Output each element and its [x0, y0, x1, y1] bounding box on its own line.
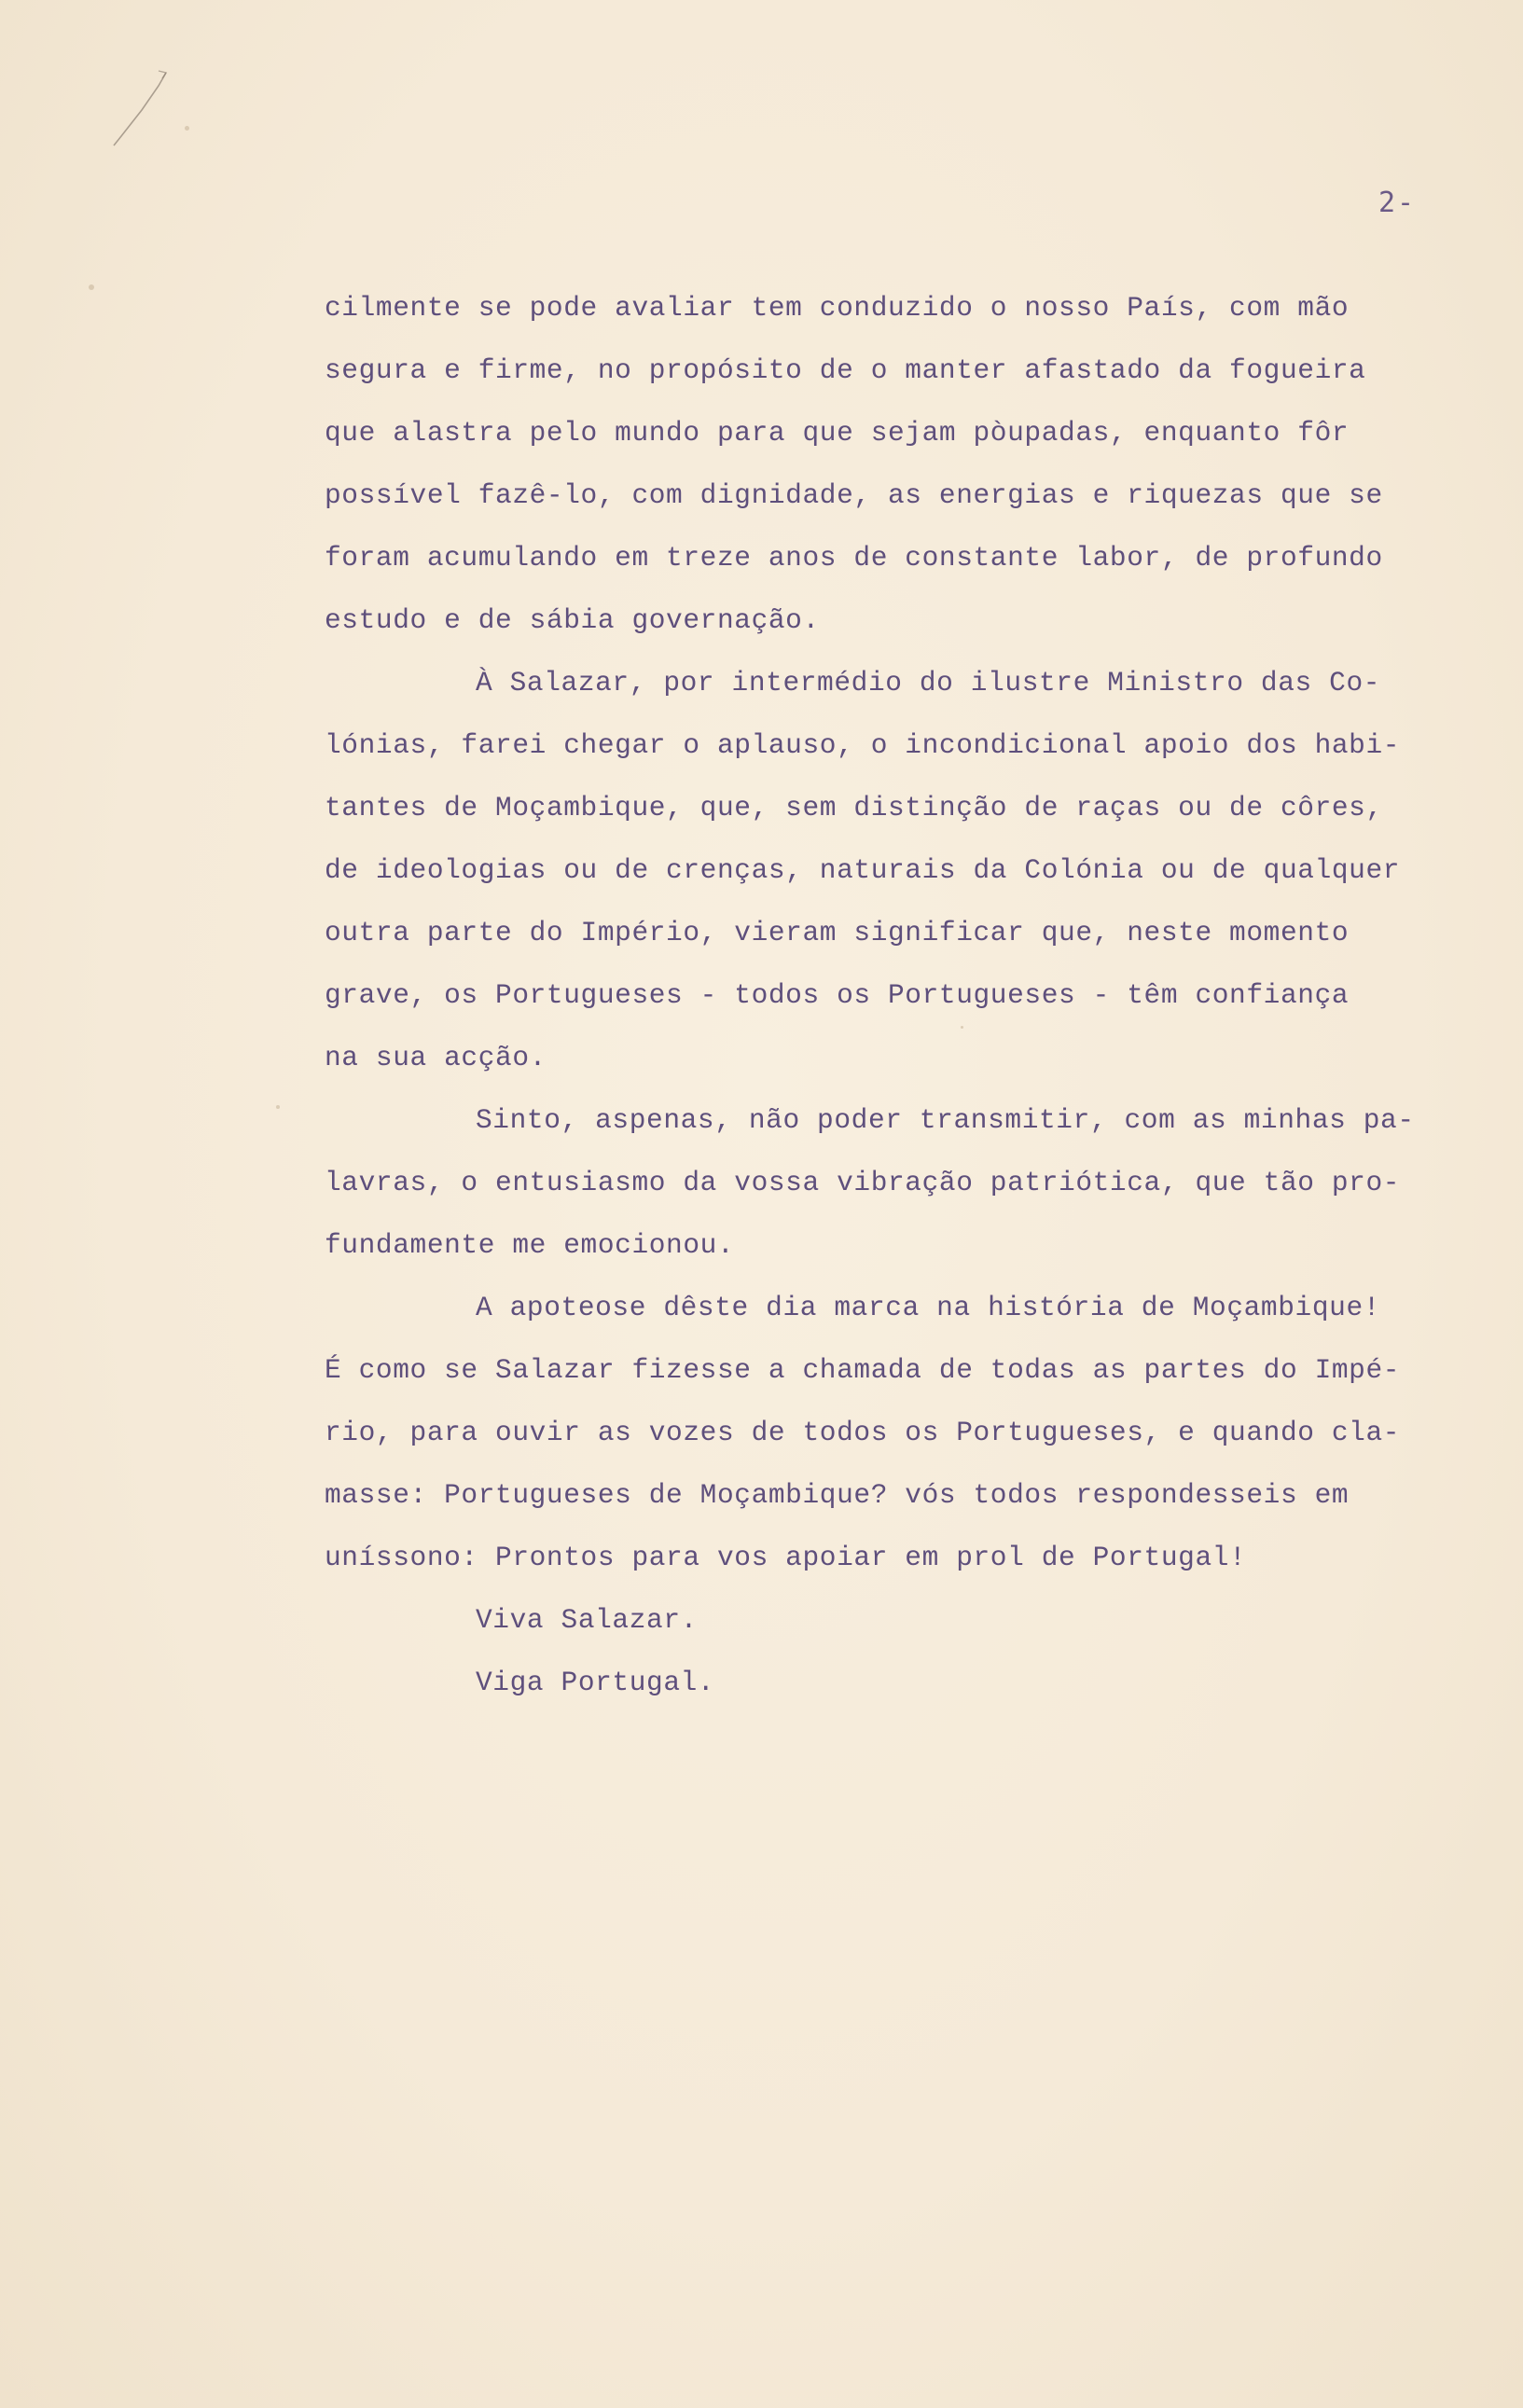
text-line: grave, os Portugueses - todos os Portugueses - têm confiança: [325, 979, 1350, 1011]
text-line: de ideologias ou de crenças, naturais da Colónia ou de qualquer: [325, 854, 1401, 886]
text-line: tantes de Moçambique, que, sem distinção de raças ou de côres,: [325, 792, 1383, 823]
text-line: uníssono: Prontos para vos apoiar em prol de Portugal!: [325, 1542, 1247, 1573]
closing-line: Viva Salazar.: [476, 1604, 698, 1636]
text-line: cilmente se pode avaliar tem conduzido o nosso País, com mão: [325, 292, 1350, 324]
text-line: estudo e de sábia governação.: [325, 604, 820, 636]
text-line: fundamente me emocionou.: [325, 1229, 735, 1261]
paper-speck: [185, 126, 189, 131]
typed-letter-body: [325, 277, 1500, 1714]
text-line: outra parte do Império, vieram significar que, neste momento: [325, 917, 1350, 948]
text-line: foram acumulando em treze anos de constante labor, de profundo: [325, 542, 1383, 574]
text-line: que alastra pelo mundo para que sejam pòupadas, enquanto fôr: [325, 417, 1350, 449]
text-line: masse: Portugueses de Moçambique? vós todos respondesseis em: [325, 1479, 1350, 1511]
paper-speck: [276, 1105, 280, 1109]
text-line: segura e firme, no propósito de o manter afastado da fogueira: [325, 354, 1366, 386]
text-line: na sua acção.: [325, 1042, 547, 1073]
paragraph-start-line: À Salazar, por intermédio do ilustre Ministro das Co-: [476, 667, 1381, 699]
paper-speck: [89, 284, 94, 290]
text-line: É como se Salazar fizesse a chamada de todas as partes do Impé-: [325, 1354, 1401, 1386]
paragraph-start-line: Sinto, aspenas, não poder transmitir, com as minhas pa-: [476, 1104, 1415, 1136]
text-line: lavras, o entusiasmo da vossa vibração patriótica, que tão pro-: [325, 1167, 1401, 1198]
pencil-mark-icon: [93, 65, 177, 149]
text-line: possível fazê-lo, com dignidade, as energias e riquezas que se: [325, 479, 1383, 511]
paragraph-start-line: A apoteose dêste dia marca na história de Moçambique!: [476, 1292, 1381, 1323]
text-line: lónias, farei chegar o aplauso, o incondicional apoio dos habi-: [325, 729, 1401, 761]
text-line: rio, para ouvir as vozes de todos os Portugueses, e quando cla-: [325, 1417, 1401, 1448]
paper-speck: [961, 1026, 963, 1029]
closing-line: Viga Portugal.: [476, 1667, 715, 1698]
page-number: 2-: [1378, 187, 1417, 219]
